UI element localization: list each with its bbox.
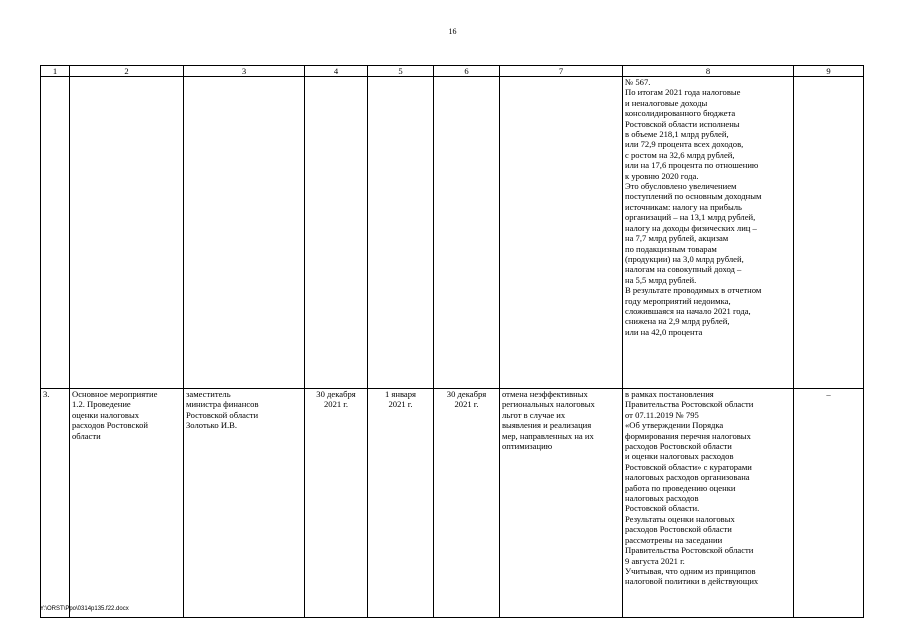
cell-planned-date: 30 декабря 2021 г. [305, 389, 368, 618]
cell-empty [794, 77, 864, 389]
cell-deviation: – [794, 389, 864, 618]
table-row-3 [41, 389, 864, 618]
col-number-3: 3 [184, 66, 305, 77]
measures-table [40, 65, 864, 618]
cell-responsible: заместитель министра финансов Ростовской области Золотько И.В. [184, 389, 305, 618]
cell-empty [70, 77, 184, 389]
col-number-8: 8 [623, 66, 794, 77]
col-number-4: 4 [305, 66, 368, 77]
table-row-continued [41, 77, 864, 389]
cell-empty [434, 77, 500, 389]
cell-start-date: 1 января 2021 г. [368, 389, 434, 618]
cell-empty [368, 77, 434, 389]
cell-results-continued: № 567. По итогам 2021 года налоговые и неналоговые доходы консолидированного бюджета Ростовской области исполнены в объеме 218,1 млрд рублей, или 72,9 процента всех доходов, с ростом на 32,6 млрд рублей, или на 17,6 процента по отношению к уровню 2020 года. Это обусловлено увеличением поступлений по основным доходным источникам: налогу на прибыль организаций – на 13,1 млрд рублей, налогу на доходы физических лиц – на 7,7 млрд рублей, акцизам по подакцизным товарам (продукции) на 3,0 млрд рублей, налогам на совокупный доход – на 5,5 млрд рублей. В результате проводимых в отчетном году мероприятий недоимка, сложившаяся на начало 2021 года, снижена на 2,9 млрд рублей, или на 42,0 процента [623, 77, 794, 389]
col-number-2: 2 [70, 66, 184, 77]
cell-row-number: 3. [41, 389, 70, 618]
cell-empty [500, 77, 623, 389]
footer-file-path: Y:\ORST\Ppo\0314p135.f22.docx [40, 606, 129, 612]
cell-empty [305, 77, 368, 389]
col-number-6: 6 [434, 66, 500, 77]
cell-expected-result: отмена неэффективных региональных налоговых льгот в случае их выявления и реализация мер, направленных на их оптимизацию [500, 389, 623, 618]
cell-empty [184, 77, 305, 389]
column-number-row [41, 66, 864, 77]
cell-empty [41, 77, 70, 389]
cell-end-date: 30 декабря 2021 г. [434, 389, 500, 618]
col-number-5: 5 [368, 66, 434, 77]
col-number-1: 1 [41, 66, 70, 77]
col-number-7: 7 [500, 66, 623, 77]
page-number: 16 [448, 27, 457, 36]
cell-measure-name: Основное мероприятие 1.2. Проведение оценки налоговых расходов Ростовской области [70, 389, 184, 618]
cell-actual-result: в рамках постановления Правительства Ростовской области от 07.11.2019 № 795 «Об утверждении Порядка формирования перечня налоговых расходов Ростовской области и оценки налоговых расходов Ростовской области» с кураторами налоговых расходов организована работа по проведению оценки налоговых расходов Ростовской области. Результаты оценки налоговых расходов Ростовской области рассмотрены на заседании Правительства Ростовской области 9 августа 2021 г. Учитывая, что одним из принципов налоговой политики в действующих [623, 389, 794, 618]
col-number-9: 9 [794, 66, 864, 77]
